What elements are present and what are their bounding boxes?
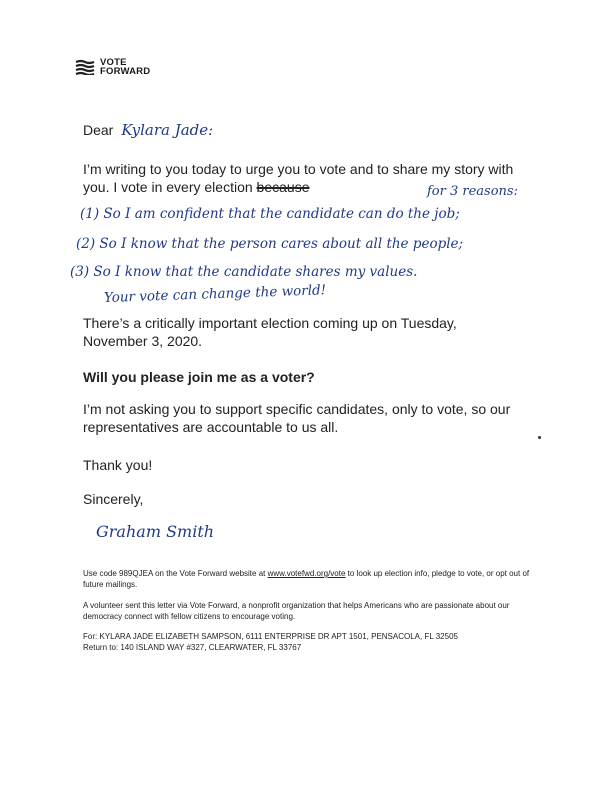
use-code-middle: on the Vote Forward website at — [155, 569, 266, 578]
join-question: Will you please join me as a voter? — [83, 369, 315, 385]
logo-line-1: VOTE — [100, 57, 127, 68]
handwritten-reason-1: (1) So I am confident that the candidate can do the job; — [80, 206, 460, 222]
handwritten-reason-2: (2) So I know that the person cares about all the people; — [76, 236, 464, 252]
flag-icon — [75, 59, 95, 75]
thanks-text: Thank you! — [83, 457, 153, 473]
return-address: Return to: 140 ISLAND WAY #327, CLEARWATER, FL 33767 — [83, 642, 302, 652]
sincerely-text: Sincerely, — [83, 491, 144, 507]
ask-paragraph: I’m not asking you to support specific candidates, only to vote, so our representatives are accountable to us all. — [83, 401, 511, 435]
footer-volunteer-note: A volunteer sent this letter via Vote Forward, a nonprofit organization that helps Americans who are passionate about our democracy connect with fellow citizens to encourage voting. — [83, 601, 510, 621]
signature: Graham Smith — [96, 522, 215, 541]
logo-line-2: FORWARD — [100, 66, 151, 77]
election-paragraph: There’s a critically important election coming up on Tuesday, November 3, 2020. — [83, 315, 457, 349]
recipient-name-handwritten: Kylara Jade: — [121, 121, 214, 139]
votefwd-link[interactable]: www.votefwd.org/vote — [267, 569, 346, 578]
salutation — [83, 121, 213, 139]
handwritten-insert: for 3 reasons: — [427, 184, 518, 199]
struck-word: because — [256, 179, 310, 195]
handwritten-reason-3: (3) So I know that the candidate shares my values. — [70, 264, 418, 280]
voter-code: 989QJEA — [119, 569, 153, 578]
footer-code-info — [83, 569, 533, 590]
use-code-prefix: Use code — [83, 569, 117, 578]
vote-forward-logo — [75, 58, 150, 76]
handwritten-closing: Your vote can change the world! — [103, 282, 327, 306]
use-code-suffix: to look up election info, pledge to vote, or opt out of future mailings. — [83, 569, 530, 589]
for-address: For: KYLARA JADE ELIZABETH SAMPSON, 6111 ENTERPRISE DR APT 1501, PENSACOLA, FL 32505 — [83, 632, 458, 641]
salutation-label: Dear — [83, 122, 114, 138]
footer-addresses — [83, 632, 533, 653]
logo-text — [100, 58, 150, 76]
stray-mark — [538, 436, 541, 439]
intro-text: I’m writing to you today to urge you to vote and to share my story with you. I vote in every election — [83, 161, 514, 195]
